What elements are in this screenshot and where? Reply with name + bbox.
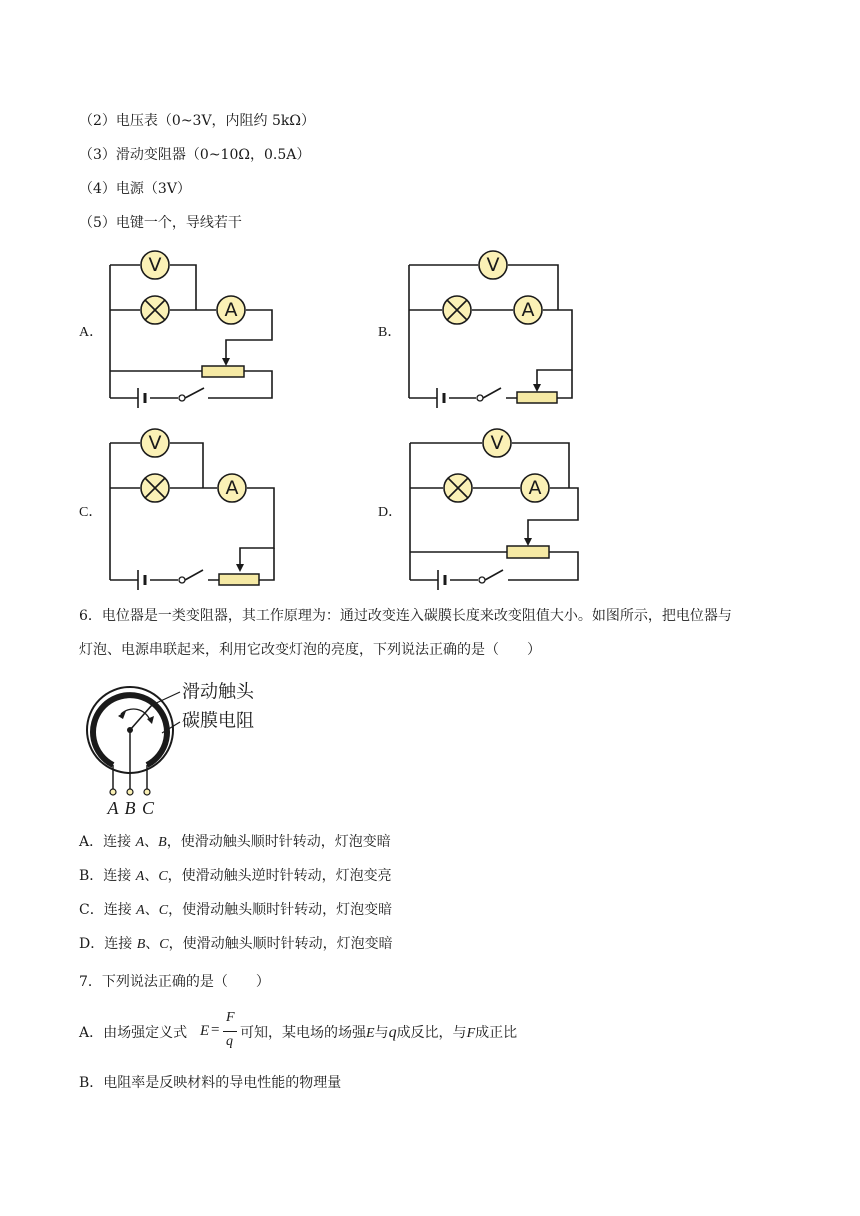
ammeter-symbol: A	[224, 299, 238, 321]
circuit-diagram-a	[100, 248, 290, 414]
q7-option-a-rest: 可知，某电场的场强E与q成反比，与F成正比	[240, 1024, 518, 1041]
circuit-option-a-label: A．	[79, 325, 104, 340]
terminal-b-label: B	[124, 798, 136, 818]
fraction-bar	[223, 1031, 237, 1032]
terminal-a-label: A	[107, 798, 119, 818]
terminal-c-label: C	[141, 798, 155, 818]
voltmeter-symbol: V	[486, 254, 500, 276]
ammeter-symbol: A	[528, 477, 542, 499]
voltmeter-symbol: V	[490, 432, 504, 454]
formula-numerator: F	[226, 1010, 235, 1025]
formula-lhs: E	[200, 1023, 210, 1039]
circuit-option-d-label: D．	[378, 505, 403, 520]
q6-stem-line2: 灯泡、电源串联起来，利用它改变灯泡的亮度，下列说法正确的是（ ）	[79, 642, 541, 658]
circuit-diagram-c	[100, 428, 285, 594]
q6-option-d: D．连接 B、C，使滑动触头顺时针转动，灯泡变暗	[79, 936, 393, 952]
equipment-rheostat: （3）滑动变阻器（0~10Ω，0.5A）	[79, 147, 311, 163]
q6-option-a: A．连接 A、B，使滑动触头顺时针转动，灯泡变暗	[79, 834, 391, 850]
ammeter-symbol: A	[225, 477, 239, 499]
equipment-voltmeter: （2）电压表（0~3V，内阻约 5kΩ）	[79, 113, 316, 129]
voltmeter-symbol: V	[148, 432, 162, 454]
circuit-diagram-d	[400, 425, 585, 593]
slider-contact-label: 滑动触头	[182, 681, 254, 703]
ammeter-symbol: A	[521, 299, 535, 321]
equipment-power-source: （4）电源（3V）	[79, 181, 191, 197]
circuit-option-b-label: B．	[378, 325, 402, 340]
q7-stem: 7．下列说法正确的是（ ）	[79, 974, 270, 990]
voltmeter-symbol: V	[148, 254, 162, 276]
formula-equals: =	[211, 1022, 220, 1038]
potentiometer-diagram	[85, 675, 285, 820]
q6-option-b: B．连接 A、C，使滑动触头逆时针转动，灯泡变亮	[79, 868, 392, 884]
q7-option-a-lead: A．由场强定义式	[79, 1025, 188, 1041]
equipment-switch-wires: （5）电键一个，导线若干	[79, 215, 242, 231]
q7-option-b: B．电阻率是反映材料的导电性能的物理量	[79, 1075, 342, 1091]
formula-denominator: q	[226, 1034, 233, 1049]
q6-stem-line1: 6．电位器是一类变阻器，其工作原理为：通过改变连入碳膜长度来改变阻值大小。如图所示，把电位器与	[79, 608, 732, 624]
q6-option-c: C．连接 A、C，使滑动触头顺时针转动，灯泡变暗	[79, 902, 393, 918]
circuit-diagram-b	[400, 248, 585, 414]
carbon-film-label: 碳膜电阻	[182, 710, 254, 732]
circuit-option-c-label: C．	[79, 505, 103, 520]
